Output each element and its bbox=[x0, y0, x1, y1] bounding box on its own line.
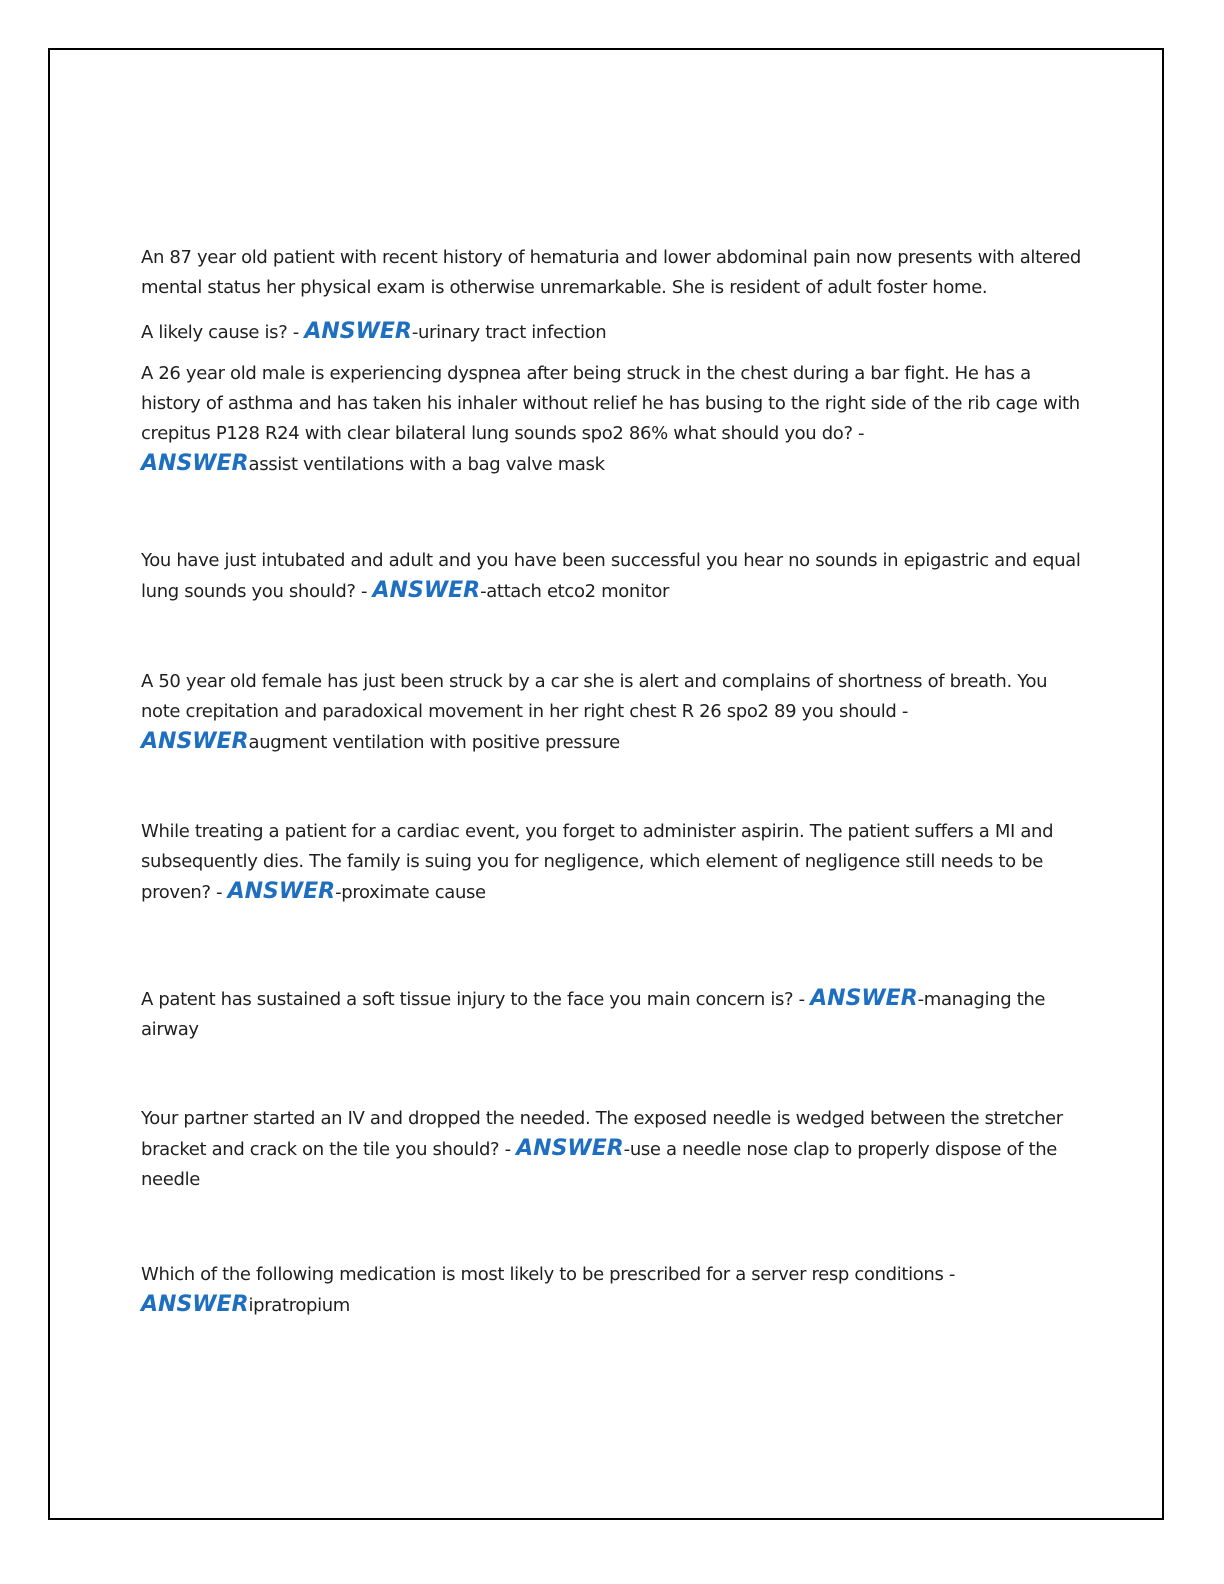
qa-item-9 bbox=[141, 1260, 1086, 1321]
qa-item-6 bbox=[141, 817, 1086, 908]
question-text: Your partner started an IV and dropped the needed. The exposed needle is wedged between the stretcher bracket and crack on the tile you should? - bbox=[141, 1108, 1063, 1160]
qa-item-2 bbox=[141, 317, 1086, 348]
question-text: You have just intubated and adult and you have been successful you hear no sounds in epigastric and equal lung sounds you should? - bbox=[141, 550, 1081, 602]
answer-text: ipratropium bbox=[248, 1295, 350, 1316]
answer-label: ANSWER bbox=[141, 729, 249, 754]
answer-text: -use a needle nose clap to properly dispose of the needle bbox=[141, 1139, 1057, 1190]
question-text: A 50 year old female has just been struck by a car she is alert and complains of shortness of breath. You note crepitation and paradoxical movement in her right chest R 26 spo2 89 you should - bbox=[141, 671, 1048, 722]
question-text: An 87 year old patient with recent history of hematuria and lower abdominal pain now presents with altered mental status her physical exam is otherwise unremarkable. She is resident of adult foster home. bbox=[141, 247, 1081, 298]
qa-item-3 bbox=[141, 359, 1086, 480]
answer-label: ANSWER bbox=[516, 1136, 624, 1161]
answer-text: -proximate cause bbox=[335, 882, 486, 903]
qa-item-8 bbox=[141, 1104, 1086, 1195]
qa-item-4 bbox=[141, 546, 1086, 607]
question-text: A 26 year old male is experiencing dyspnea after being struck in the chest during a bar fight. He has a history of asthma and has taken his inhaler without relief he has busing to the right side of the rib cage with crepitus P128 R24 with clear bilateral lung sounds spo2 86% what should you do? - bbox=[141, 363, 1080, 444]
answer-label: ANSWER bbox=[810, 986, 918, 1011]
question-text: A patent has sustained a soft tissue injury to the face you main concern is? - bbox=[141, 989, 805, 1010]
qa-item-1 bbox=[141, 243, 1086, 303]
answer-text: -managing the airway bbox=[141, 989, 1046, 1040]
question-text: While treating a patient for a cardiac event, you forget to administer aspirin. The patient suffers a MI and subsequently dies. The family is suing you for negligence, which element of negligence still needs to be proven? - bbox=[141, 821, 1054, 903]
answer-text: -urinary tract infection bbox=[411, 322, 607, 343]
answer-label: ANSWER bbox=[372, 578, 481, 603]
question-text: A likely cause is? - bbox=[141, 322, 299, 343]
qa-item-5 bbox=[141, 667, 1086, 758]
qa-item-7 bbox=[141, 984, 1086, 1045]
answer-label: ANSWER bbox=[141, 1292, 249, 1317]
answer-text: -attach etco2 monitor bbox=[480, 581, 670, 602]
answer-label: ANSWER bbox=[141, 451, 249, 476]
answer-text: augment ventilation with positive pressure bbox=[248, 732, 620, 753]
answer-text: assist ventilations with a bag valve mask bbox=[248, 454, 605, 475]
question-text: Which of the following medication is most likely to be prescribed for a server resp conditions - bbox=[141, 1264, 956, 1285]
answer-label: ANSWER bbox=[227, 879, 336, 904]
answer-label: ANSWER bbox=[304, 319, 412, 344]
